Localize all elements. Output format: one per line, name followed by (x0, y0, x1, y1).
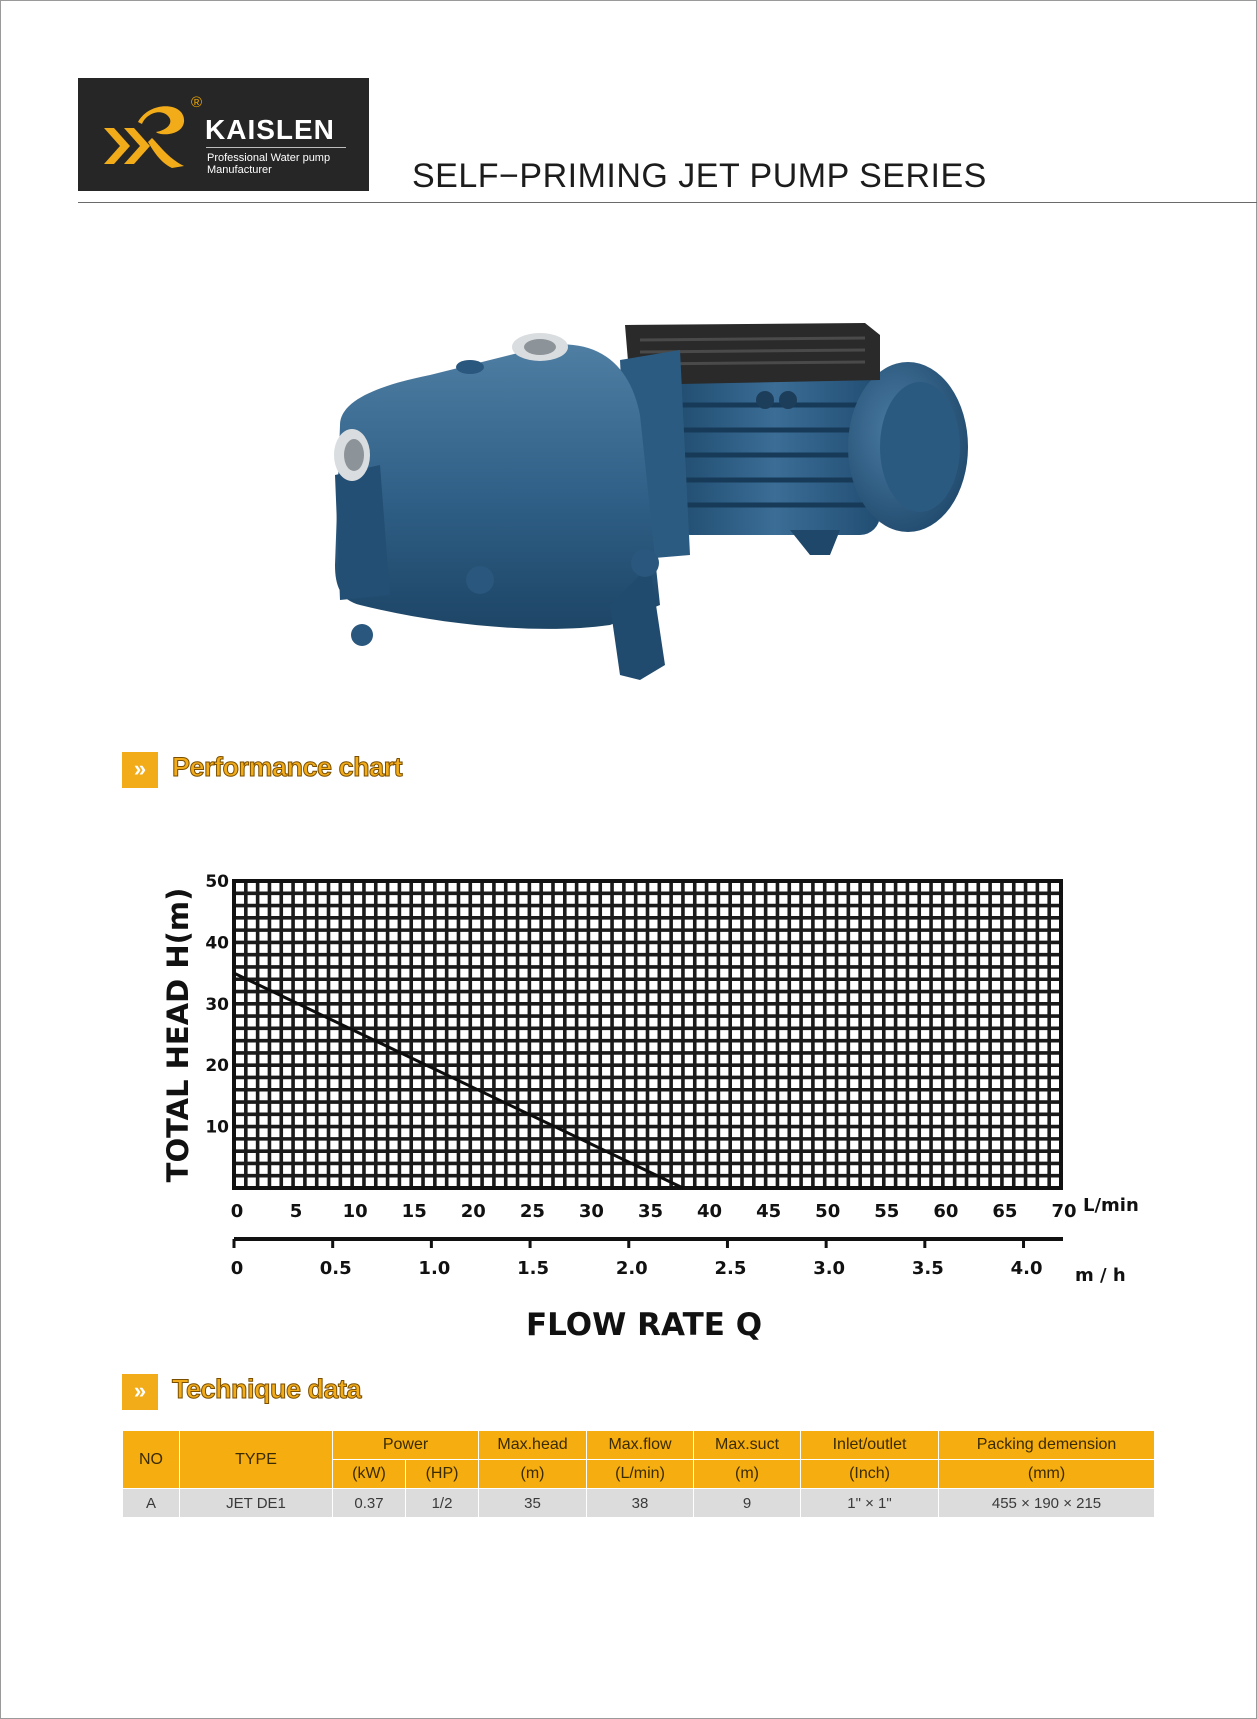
table-header-row (123, 1431, 1155, 1460)
col-max-suct: Max.suct (694, 1431, 801, 1460)
section-arrow-icon: » (122, 752, 158, 788)
x-tick-label: 55 (874, 1201, 900, 1222)
cell-max-flow: 38 (587, 1489, 694, 1518)
unit-inlet-outlet: (Inch) (801, 1460, 939, 1489)
x-tick-label: 35 (637, 1201, 664, 1222)
x-tick-label: 30 (578, 1201, 604, 1222)
col-max-flow: Max.flow (587, 1431, 694, 1460)
y-tick-label: 20 (205, 1056, 229, 1077)
unit-max-suct: (m) (694, 1460, 801, 1489)
x-tick-label: 5 (289, 1201, 303, 1222)
secondary-x-tick-label: 0.5 (319, 1258, 352, 1279)
secondary-x-tick-label: 3.0 (813, 1258, 846, 1279)
cell-hp: 1/2 (406, 1489, 479, 1518)
y-tick-label: 40 (205, 933, 229, 954)
unit-hp: (HP) (406, 1460, 479, 1489)
technique-data-heading: Technique data (172, 1374, 362, 1404)
brand-tagline-line2: Manufacturer (207, 164, 272, 176)
cell-max-suct: 9 (694, 1489, 801, 1518)
cell-packing: 455 × 190 × 215 (939, 1489, 1155, 1518)
cell-max-head: 35 (479, 1489, 587, 1518)
y-tick-label: 10 (205, 1117, 229, 1138)
technique-data-table (122, 1430, 1155, 1518)
secondary-x-tick-label: 0 (230, 1258, 244, 1279)
performance-chart-heading: Performance chart (172, 752, 403, 782)
chart-secondary-x-unit: m / h (1075, 1265, 1126, 1286)
chart-y-axis-label: TOTAL HEAD H(m) (161, 887, 195, 1183)
col-power: Power (333, 1431, 479, 1460)
page-title: SELF−PRIMING JET PUMP SERIES (412, 157, 987, 195)
secondary-x-tick-label: 2.5 (714, 1258, 747, 1279)
cell-kw: 0.37 (333, 1489, 406, 1518)
header-divider (78, 202, 1257, 203)
jet-pump-illustration (320, 305, 980, 695)
x-tick-label: 65 (992, 1201, 1018, 1222)
x-tick-label: 45 (756, 1201, 782, 1222)
col-inlet-outlet: Inlet/outlet (801, 1431, 939, 1460)
y-tick-label: 50 (205, 872, 229, 892)
x-tick-label: 10 (342, 1201, 368, 1222)
registered-mark: ® (191, 94, 203, 111)
x-tick-label: 25 (519, 1201, 545, 1222)
secondary-x-tick-label: 1.0 (418, 1258, 451, 1279)
unit-kw: (kW) (333, 1460, 406, 1489)
chart-x-unit: L/min (1083, 1195, 1139, 1216)
cell-no: A (123, 1489, 180, 1518)
section-arrow-icon: » (122, 1374, 158, 1410)
x-tick-label: 0 (230, 1201, 244, 1222)
col-no: NO (123, 1431, 180, 1489)
unit-packing: (mm) (939, 1460, 1155, 1489)
brand-name: KAISLEN (205, 114, 335, 145)
brand-mark-icon (98, 92, 198, 180)
brand-tagline-line1: Professional Water pump (207, 152, 331, 164)
col-type: TYPE (180, 1431, 333, 1489)
secondary-x-tick-label: 3.5 (911, 1258, 944, 1279)
unit-max-head: (m) (479, 1460, 587, 1489)
chart-x-axis-label: FLOW RATE Q (525, 1307, 763, 1343)
col-max-head: Max.head (479, 1431, 587, 1460)
x-tick-label: 60 (933, 1201, 959, 1222)
table-row (123, 1489, 1155, 1518)
cell-type: JET DE1 (180, 1489, 333, 1518)
x-tick-label: 40 (697, 1201, 723, 1222)
x-tick-label: 70 (1051, 1201, 1077, 1222)
x-tick-label: 15 (401, 1201, 427, 1222)
x-tick-label: 50 (815, 1201, 841, 1222)
col-packing: Packing demension (939, 1431, 1155, 1460)
secondary-x-tick-label: 2.0 (615, 1258, 648, 1279)
secondary-x-tick-label: 1.5 (517, 1258, 550, 1279)
y-tick-label: 30 (205, 994, 229, 1015)
cell-inlet-outlet: 1" × 1" (801, 1489, 939, 1518)
secondary-x-tick-label: 4.0 (1010, 1258, 1043, 1279)
x-tick-label: 20 (460, 1201, 486, 1222)
brand-logo (78, 78, 369, 191)
logo-divider (206, 147, 346, 148)
unit-max-flow: (L/min) (587, 1460, 694, 1489)
